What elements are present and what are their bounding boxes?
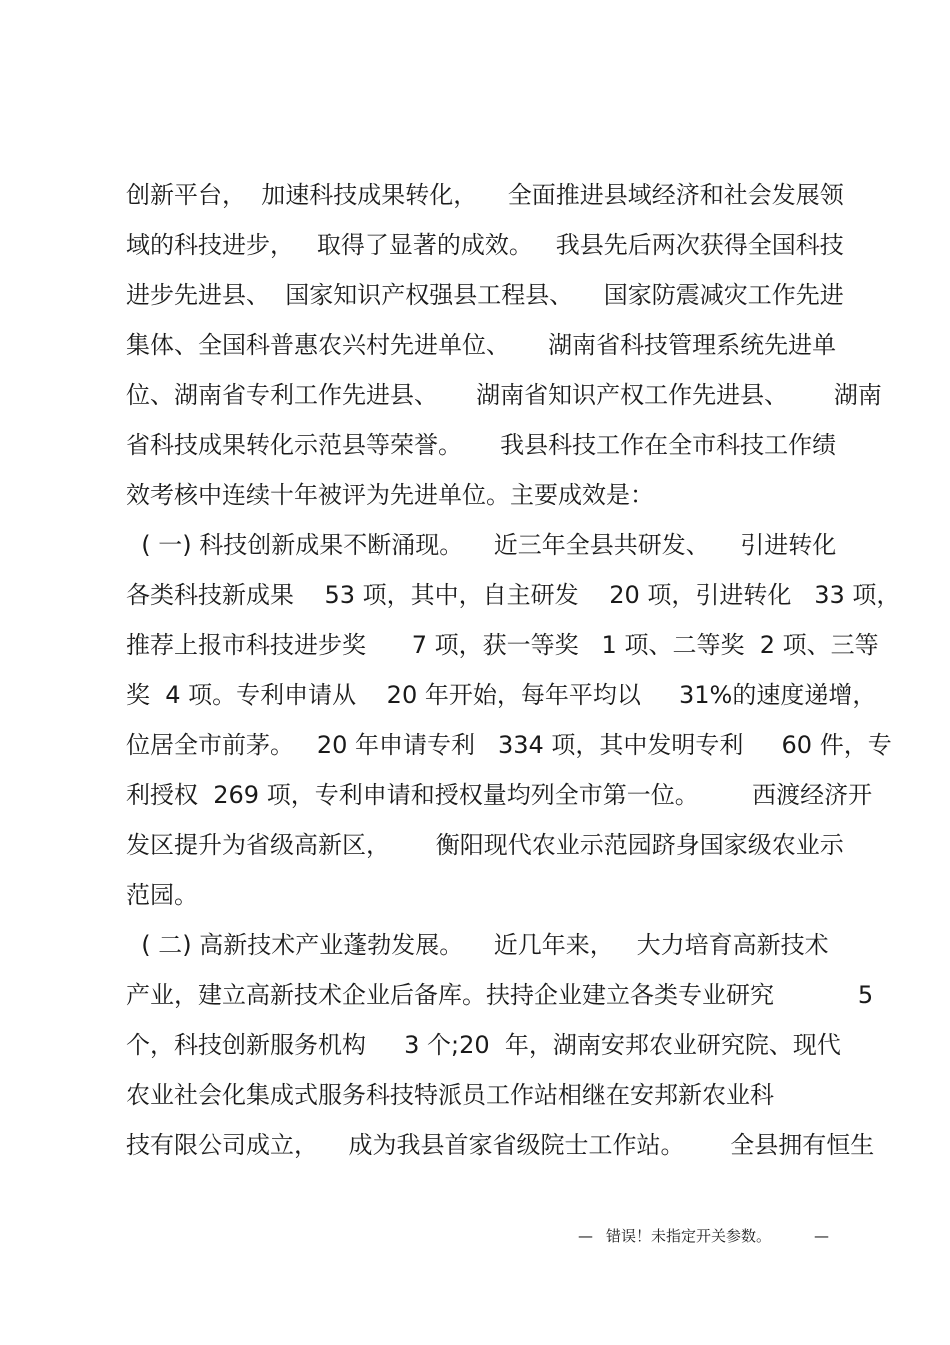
text-line: 位居全市前茅。 20 年申请专利 334 项，其中发明专利 60 件，专 [126,731,892,759]
text-line: 域的科技进步， 取得了显著的成效。 我县先后两次获得全国科技 [126,231,844,259]
text-line: 推荐上报市科技进步奖 7 项，获一等奖 1 项、二等奖 2 项、三等 [126,631,879,659]
paragraph-heading-line: ( 一) 科技创新成果不断涌现。 近三年全县共研发、 引进转化 [126,531,837,559]
footer-dash-right: — [814,1227,829,1245]
text-line: 创新平台， 加速科技成果转化， 全面推进县域经济和社会发展领 [126,181,844,209]
text-line: 利授权 269 项，专利申请和授权量均列全市第一位。 西渡经济开 [126,781,873,809]
text-line: 个，科技创新服务机构 3 个;20 年，湖南安邦农业研究院、现代 [126,1031,841,1059]
text-line: 效考核中连续十年被评为先进单位。主要成效是： [126,481,654,509]
text-line: 发区提升为省级高新区， 衡阳现代农业示范园跻身国家级农业示 [126,831,844,859]
text-line: 位、湖南省专利工作先进县、 湖南省知识产权工作先进县、 湖南 [126,381,882,409]
text-line: 农业社会化集成式服务科技特派员工作站相继在安邦新农业科 [126,1081,774,1109]
footer-text: 错误！未指定开关参数。 [606,1227,772,1245]
text-line: 进步先进县、 国家知识产权强县工程县、 国家防震减灾工作先进 [126,281,844,309]
text-line: 范园。 [126,881,198,909]
text-line: 技有限公司成立， 成为我县首家省级院士工作站。 全县拥有恒生 [126,1131,875,1159]
text-line: 集体、全国科普惠农兴村先进单位、 湖南省科技管理系统先进单 [126,331,837,359]
text-line: 省科技成果转化示范县等荣誉。 我县科技工作在全市科技工作绩 [126,431,837,459]
text-line: 各类科技新成果 53 项，其中，自主研发 20 项，引进转化 33 项， [126,581,901,609]
paragraph-heading-line: ( 二) 高新技术产业蓬勃发展。 近几年来， 大力培育高新技术 [126,931,829,959]
text-line: 奖 4 项。专利申请从 20 年开始，每年平均以 31%的速度递增， [126,681,877,709]
page-footer [0,1224,950,1248]
text-line: 产业，建立高新技术企业后备库。扶持企业建立各类专业研究 5 [126,981,874,1009]
footer-dash-left: — [578,1227,593,1245]
